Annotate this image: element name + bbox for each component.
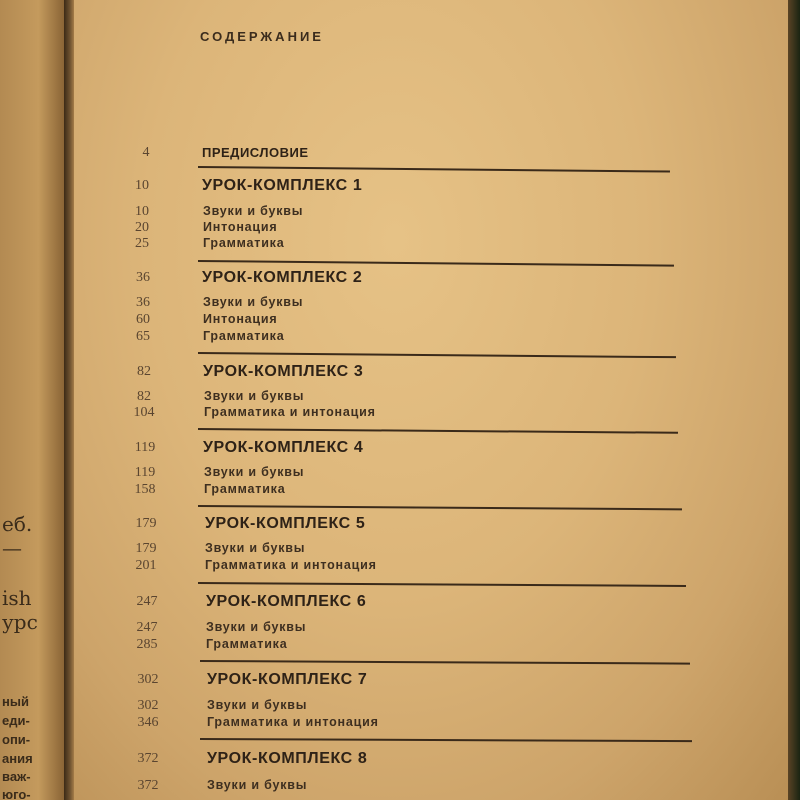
item-label: Звуки и буквы	[203, 204, 304, 218]
item-label: Звуки и буквы	[207, 698, 308, 712]
item-label: Звуки и буквы	[204, 465, 305, 479]
left-fragment: юго-	[2, 787, 31, 800]
left-fragment: еб.	[2, 512, 33, 536]
item-page-number: 60	[136, 312, 150, 327]
item-page-number: 247	[136, 620, 158, 635]
item-page-number: 36	[136, 295, 150, 310]
contents-page	[74, 0, 788, 800]
item-label: Грамматика	[204, 482, 286, 496]
item-page-number: 104	[133, 405, 155, 420]
lesson-heading: УРОК-КОМПЛЕКС 3	[203, 363, 364, 380]
left-fragment: ания	[2, 751, 33, 766]
item-page-number: 201	[135, 558, 157, 573]
preface-page-number: 4	[142, 145, 150, 160]
page-title: СОДЕРЖАНИЕ	[200, 29, 324, 44]
item-page-number: 346	[137, 715, 159, 730]
lesson-page-number: 36	[136, 270, 150, 285]
left-fragment: —	[2, 536, 22, 560]
item-label: Грамматика и интонация	[204, 405, 376, 419]
item-label: Звуки и буквы	[207, 778, 308, 792]
preface-heading: ПРЕДИСЛОВИЕ	[202, 145, 309, 160]
item-page-number: 65	[136, 329, 150, 344]
item-label: Грамматика и интонация	[207, 715, 379, 729]
item-page-number: 119	[134, 465, 156, 480]
left-page	[0, 0, 64, 800]
book-gutter	[64, 0, 74, 800]
item-label: Звуки и буквы	[203, 295, 304, 309]
lesson-page-number: 119	[134, 440, 156, 455]
item-label: Звуки и буквы	[206, 620, 307, 634]
item-label: Грамматика	[203, 329, 285, 343]
left-fragment: еди-	[2, 713, 30, 728]
item-label: Звуки и буквы	[205, 541, 306, 555]
item-label: Звуки и буквы	[204, 389, 305, 403]
item-page-number: 20	[135, 220, 149, 235]
lesson-heading: УРОК-КОМПЛЕКС 6	[206, 593, 367, 610]
item-label: Грамматика	[203, 236, 285, 250]
lesson-page-number: 247	[136, 594, 158, 609]
lesson-heading: УРОК-КОМПЛЕКС 4	[203, 439, 364, 456]
lesson-page-number: 10	[135, 178, 149, 193]
lesson-page-number: 302	[137, 672, 159, 687]
left-fragment: опи-	[2, 732, 31, 747]
item-page-number: 372	[137, 778, 159, 793]
item-page-number: 25	[135, 236, 149, 251]
lesson-heading: УРОК-КОМПЛЕКС 5	[205, 515, 366, 532]
left-fragment: ный	[2, 694, 29, 709]
lesson-page-number: 179	[135, 516, 157, 531]
item-page-number: 179	[135, 541, 157, 556]
left-fragment: урс	[2, 610, 38, 634]
left-fragment: важ-	[2, 769, 31, 784]
item-page-number: 158	[134, 482, 156, 497]
lesson-page-number: 82	[137, 364, 151, 379]
lesson-heading: УРОК-КОМПЛЕКС 2	[202, 269, 363, 286]
lesson-heading: УРОК-КОМПЛЕКС 1	[202, 177, 363, 194]
item-label: Грамматика	[206, 637, 288, 651]
lesson-page-number: 372	[137, 751, 159, 766]
item-label: Интонация	[203, 312, 278, 326]
item-page-number: 82	[137, 389, 151, 404]
lesson-heading: УРОК-КОМПЛЕКС 7	[207, 671, 368, 688]
item-page-number: 285	[136, 637, 158, 652]
lesson-heading: УРОК-КОМПЛЕКС 8	[207, 750, 368, 767]
item-page-number: 302	[137, 698, 159, 713]
item-label: Интонация	[203, 220, 278, 234]
left-fragment: ish	[2, 586, 32, 610]
page-edge	[788, 0, 800, 800]
item-label: Грамматика и интонация	[205, 558, 377, 572]
item-page-number: 10	[135, 204, 149, 219]
